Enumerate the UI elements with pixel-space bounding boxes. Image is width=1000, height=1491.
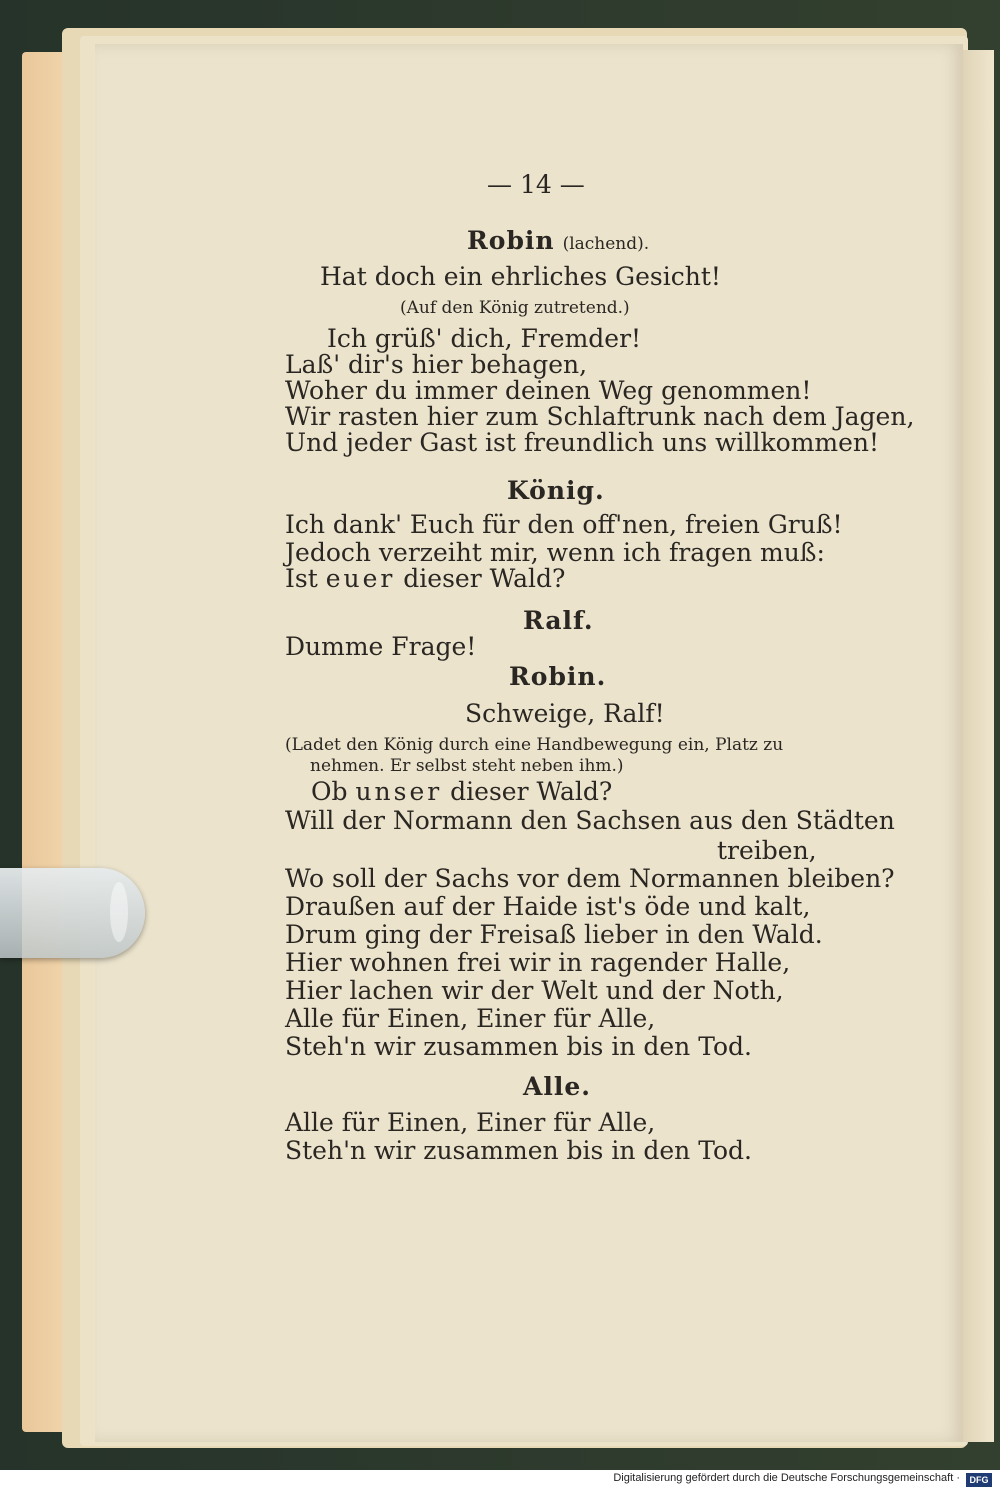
verse-line: Wo soll der Sachs vor dem Normannen bleiben? xyxy=(285,864,895,893)
verse-line: Ich grüß' dich, Fremder! xyxy=(327,324,642,353)
verse-line: Ob unser dieser Wald? xyxy=(311,777,613,806)
speaker-ralf: Ralf. xyxy=(523,606,594,635)
footer-bar xyxy=(0,1470,1000,1491)
speaker-robin: Robin (lachend). xyxy=(467,226,650,255)
verse-line: Hat doch ein ehrliches Gesicht! xyxy=(320,262,721,291)
verse-line: Will der Normann den Sachsen aus den Städten xyxy=(285,806,895,835)
verse-line: Schweige, Ralf! xyxy=(465,699,665,728)
verse-line: Laß' dir's hier behagen, xyxy=(285,350,588,379)
stage-direction: (Auf den König zutretend.) xyxy=(400,298,630,318)
verse-line: Woher du immer deinen Weg genommen! xyxy=(285,376,812,405)
dfg-logo-icon: DFG xyxy=(966,1473,992,1487)
verse-line: Steh'n wir zusammen bis in den Tod. xyxy=(285,1032,752,1061)
speaker-alle: Alle. xyxy=(523,1072,592,1101)
stage-direction: nehmen. Er selbst steht neben ihm.) xyxy=(310,756,624,776)
stage-direction: (Ladet den König durch eine Handbewegung ein, Platz zu xyxy=(285,735,784,755)
verse-line: Alle für Einen, Einer für Alle, xyxy=(285,1004,656,1033)
verse-line: Steh'n wir zusammen bis in den Tod. xyxy=(285,1136,752,1165)
verse-line: Draußen auf der Haide ist's öde und kalt, xyxy=(285,892,811,921)
verse-line: Alle für Einen, Einer für Alle, xyxy=(285,1108,656,1137)
verse-line: Jedoch verzeiht mir, wenn ich fragen muß: xyxy=(285,538,825,567)
verse-line: Hier wohnen frei wir in ragender Halle, xyxy=(285,948,791,977)
verse-line: Hier lachen wir der Welt und der Noth, xyxy=(285,976,784,1005)
speaker-koenig: König. xyxy=(507,476,605,505)
speaker-robin: Robin. xyxy=(509,662,607,691)
book-page xyxy=(95,44,963,1442)
verse-line: treiben, xyxy=(717,836,817,865)
verse-line: Dumme Frage! xyxy=(285,632,477,661)
footer-credit: Digitalisierung gefördert durch die Deutsche Forschungsgemeinschaft · xyxy=(613,1472,960,1484)
page-right-edge xyxy=(958,50,994,1442)
stage-direction: (lachend). xyxy=(562,234,650,254)
verse-line: Ich dank' Euch für den off'nen, freien Gruß! xyxy=(285,510,843,539)
verse-line: Ist euer dieser Wald? xyxy=(285,564,566,593)
verse-line: Drum ging der Freisaß lieber in den Wald. xyxy=(285,920,823,949)
page-number: — 14 — xyxy=(487,170,585,199)
verse-line: Und jeder Gast ist freundlich uns willkommen! xyxy=(285,428,880,457)
glass-page-holder xyxy=(0,868,145,958)
verse-line: Wir rasten hier zum Schlaftrunk nach dem Jagen, xyxy=(285,402,915,431)
